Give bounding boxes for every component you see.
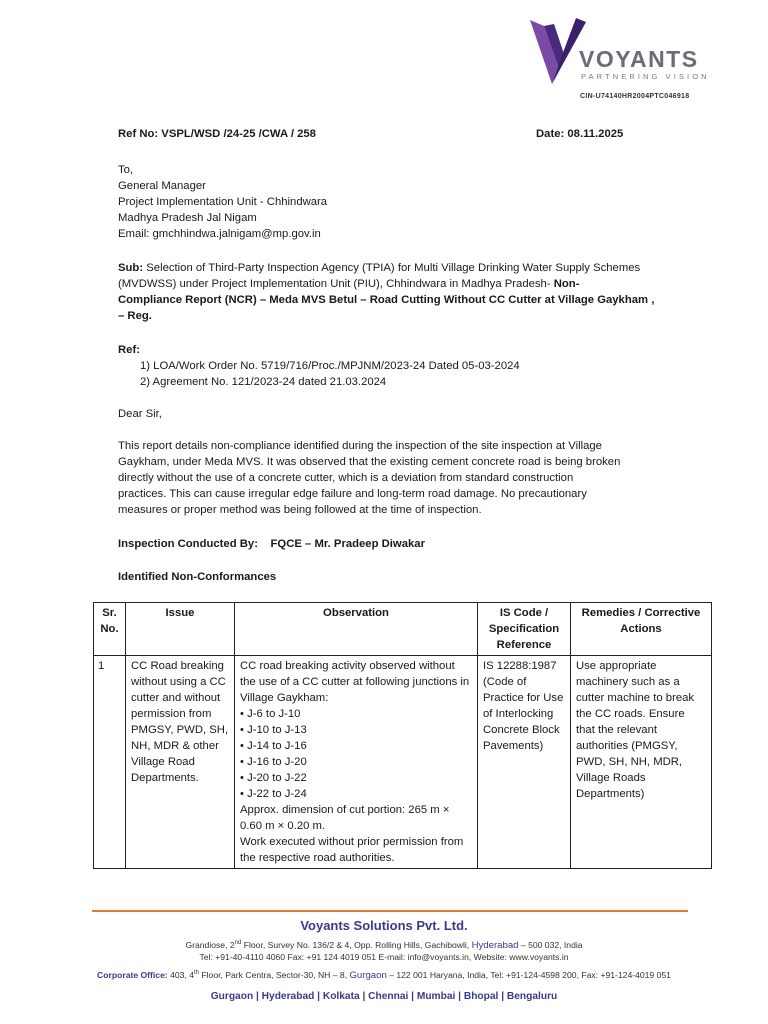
footer-contact: Tel: +91-40-4110 4060 Fax: +91 124 4019 051 E-mail: info@voyants.in, Website: www.voyants.in (199, 952, 569, 962)
cell-is-code: IS 12288:1987 (Code of Practice for Use of Interlocking Concrete Block Pavements) (478, 656, 571, 869)
observation-intro: CC road breaking activity observed without the use of a CC cutter at following junctions in Village Gaykham: (240, 660, 470, 704)
column-header-is-code: IS Code / Specification Reference (478, 603, 571, 656)
letter-date: Date: 08.11.2025 (536, 128, 624, 140)
cell-sr: 1 (94, 656, 126, 869)
table-row (94, 656, 712, 869)
corp-text: – 122 001 Haryana, India, Tel: +91-124-4598 200, Fax: +91-124-4019 051 (386, 969, 671, 980)
cell-observation (235, 656, 478, 869)
footer-divider (92, 910, 688, 912)
address-sup: nd (234, 940, 242, 946)
recipient-line: Project Implementation Unit - Chhindwara (118, 196, 328, 208)
recipient-line: Madhya Pradesh Jal Nigam (118, 212, 257, 224)
observation-dimension: Approx. dimension of cut portion: 265 m × 0.60 m × 0.20 m. (240, 804, 450, 832)
footer-cities: Gurgaon | Hyderabad | Kolkata | Chennai | Mumbai | Bhopal | Bengaluru (210, 991, 558, 1002)
column-header-observation: Observation (235, 603, 478, 656)
subject-bold-text: Non- (553, 278, 580, 290)
body-line: Gaykham, under Meda MVS. It was observed that the existing cement concrete road is being broken (118, 456, 621, 468)
brand-tagline: PARTNERING VISION (581, 72, 710, 81)
column-header-sr: Sr. No. (94, 603, 126, 656)
cell-issue: CC Road breaking without using a CC cutter and without permission from PMGSY, PWD, SH, NH, MDR & other Village Road Departments. (126, 656, 235, 869)
observation-note: Work executed without prior permission from the respective road authorities. (240, 836, 464, 864)
list-item: • J-6 to J-10 (240, 706, 472, 722)
ref-number: Ref No: VSPL/WSD /24-25 /CWA / 258 (118, 128, 316, 140)
body-line: measures or proper method was being followed at the time of inspection. (118, 504, 482, 516)
non-conformance-table (93, 602, 712, 869)
cell-remedies: Use appropriate machinery such as a cutter machine to break the CC roads. Ensure that the relevant authorities (PMGSY, PWD, SH, NH, MDR, Village Roads Departments) (571, 656, 712, 869)
table-header-row (94, 603, 712, 656)
subject-line (118, 276, 654, 292)
list-item: • J-14 to J-16 (240, 738, 472, 754)
subject-text: Selection of Third-Party Inspection Agency (TPIA) for Multi Village Drinking Water Supply Schemes (143, 262, 641, 274)
to-label: To, (118, 164, 134, 176)
address-text: Grandiose, 2 (185, 939, 235, 950)
body-line: This report details non-compliance identified during the inspection of the site inspection at Village (118, 440, 602, 452)
footer-company-name: Voyants Solutions Pvt. Ltd. (300, 918, 468, 933)
footer-address (0, 937, 768, 952)
subject-text: (MVDWSS) under Project Implementation Unit (PIU), Chhindwara in Madhya Pradesh- (118, 278, 554, 290)
column-header-issue: Issue (126, 603, 235, 656)
body-line: practices. This can cause irregular edge failure and long-term road damage. No precautionary (118, 488, 587, 500)
reference-item: 1) LOA/Work Order No. 5719/716/Proc./MPJNM/2023-24 Dated 05-03-2024 (140, 360, 520, 372)
address-text: Floor, Survey No. 136/2 & 4, Opp. Rolling Hills, Gachibowli, (241, 939, 472, 950)
corp-city: Gurgaon (349, 969, 387, 981)
corp-text: Floor, Park Centra, Sector-30, NH – 8, (199, 969, 350, 980)
cin-number: CIN-U74140HR2004PTC046918 (580, 93, 690, 100)
subject-line (118, 260, 654, 276)
recipient-line: General Manager (118, 180, 206, 192)
nc-heading: Identified Non-Conformances (118, 571, 277, 583)
inspection-conducted-by: Inspection Conducted By: FQCE – Mr. Pradeep Diwakar (118, 538, 425, 550)
reference-item: 2) Agreement No. 121/2023-24 dated 21.03.2024 (140, 376, 387, 388)
recipient-email: Email: gmchhindwa.jalnigam@mp.gov.in (118, 228, 321, 240)
footer-corporate-office (0, 967, 768, 982)
salutation: Dear Sir, (118, 408, 162, 420)
corp-text: 403, 4 (167, 969, 194, 980)
subject-label: Sub: (118, 262, 144, 274)
list-item: • J-16 to J-20 (240, 754, 472, 770)
corp-sup: th (194, 970, 200, 976)
brand-name: VOYANTS (579, 46, 699, 72)
address-city: Hyderabad (471, 939, 519, 951)
address-text: – 500 032, India (518, 939, 583, 950)
corp-label: Corporate Office: (97, 969, 168, 980)
list-item: • J-20 to J-22 (240, 770, 472, 786)
subject-line: – Reg. (118, 310, 152, 322)
body-line: directly without the use of a concrete cutter, which is a deviation from standard construction (118, 472, 574, 484)
column-header-remedies: Remedies / Corrective Actions (571, 603, 712, 656)
subject-line: Compliance Report (NCR) – Meda MVS Betul – Road Cutting Without CC Cutter at Village Gaykham , (118, 294, 655, 306)
list-item: • J-22 to J-24 (240, 786, 472, 802)
junction-list (240, 706, 472, 802)
ref-label: Ref: (118, 344, 140, 356)
list-item: • J-10 to J-13 (240, 722, 472, 738)
